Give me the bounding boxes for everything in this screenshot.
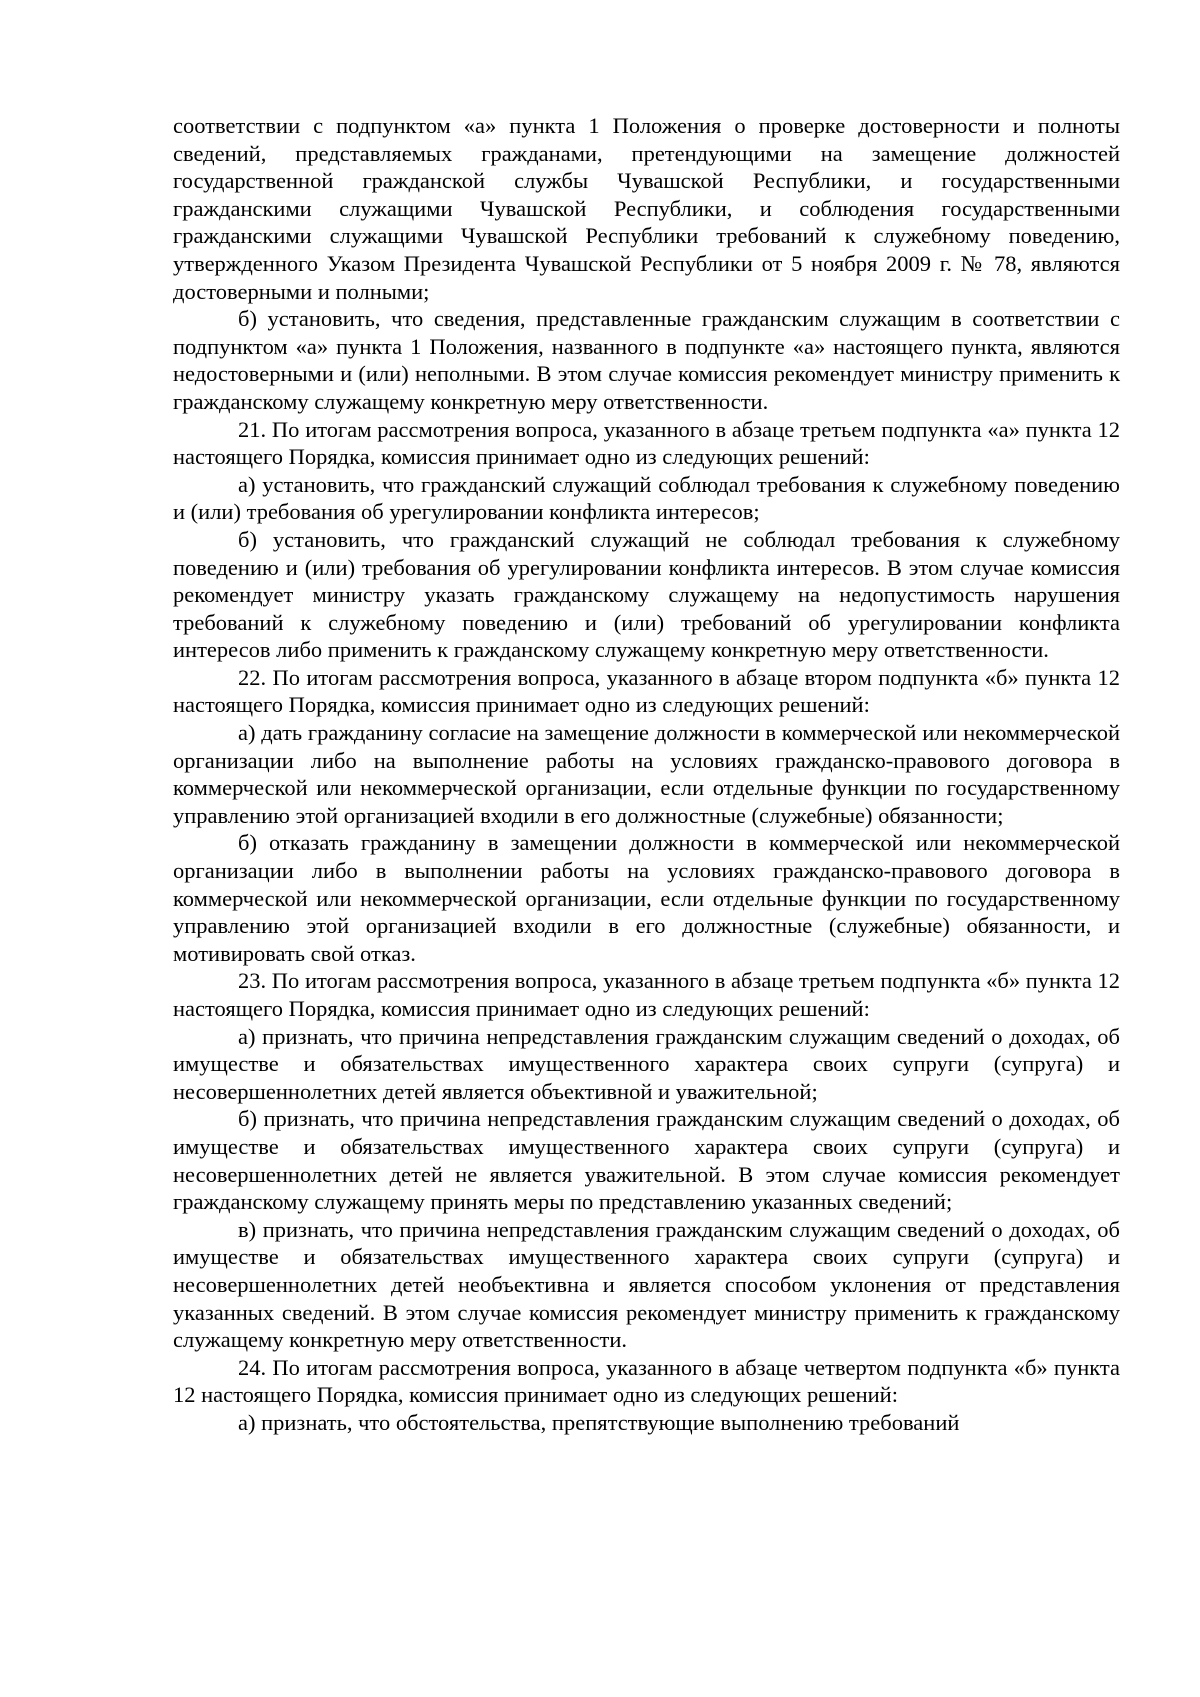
paragraph-20b: б) установить, что сведения, представленные гражданским служащим в соответствии с подпунктом «а» пункта 1 Положения, названного в подпункте «а» настоящего пункта, являются недостоверными и (или) неполными. В этом случае комиссия рекомендует министру применить к гражданскому служащему конкретную меру ответственности. [173, 306, 1120, 414]
paragraph-22: 22. По итогам рассмотрения вопроса, указанного в абзаце втором подпункта «б» пункта 12 настоящего Порядка, комиссия принимает одно из следующих решений: [173, 664, 1120, 718]
paragraph-continuation: соответствии с подпунктом «а» пункта 1 Положения о проверке достоверности и полноты сведений, представляемых гражданами, претендующими на замещение должностей государственной гражданской службы Чувашской Республики, и государственными гражданскими служащими Чувашской Республики, и соблюдения государственными гражданскими служащими Чувашской Республики требований к служебному поведению, утвержденного Указом Президента Чувашской Республики от 5 ноября 2009 г. № 78, являются достоверными и полными; [173, 113, 1120, 304]
document-body [173, 112, 1120, 1437]
paragraph-22a: а) дать гражданину согласие на замещение должности в коммерческой или некоммерческой организации либо на выполнение работы на условиях гражданско-правового договора в коммерческой или некоммерческой организации, если отдельные функции по государственному управлению этой организацией входили в его должностные (служебные) обязанности; [173, 720, 1120, 828]
paragraph-21a: а) установить, что гражданский служащий соблюдал требования к служебному поведению и (или) требования об урегулировании конфликта интересов; [173, 471, 1120, 525]
paragraph-23: 23. По итогам рассмотрения вопроса, указанного в абзаце третьем подпункта «б» пункта 12 настоящего Порядка, комиссия принимает одно из следующих решений: [173, 968, 1120, 1021]
paragraph-22b: б) отказать гражданину в замещении должности в коммерческой или некоммерческой организации либо в выполнении работы на условиях гражданско-правового договора в коммерческой или некоммерческой организации, если отдельные функции по государственному управлению этой организацией входили в его должностные (служебные) обязанности, и мотивировать свой отказ. [173, 830, 1120, 966]
paragraph-23a: а) признать, что причина непредставления гражданским служащим сведений о доходах, об имуществе и обязательствах имущественного характера своих супруги (супруга) и несовершеннолетних детей является объективной и уважительной; [173, 1023, 1120, 1104]
paragraph-23b: б) признать, что причина непредставления гражданским служащим сведений о доходах, об имуществе и обязательствах имущественного характера своих супруги (супруга) и несовершеннолетних детей не является уважительной. В этом случае комиссия рекомендует гражданскому служащему принять меры по представлению указанных сведений; [173, 1106, 1120, 1215]
paragraph-24a: а) признать, что обстоятельства, препятствующие выполнению требований [238, 1409, 960, 1435]
paragraph-24: 24. По итогам рассмотрения вопроса, указанного в абзаце четвертом подпункта «б» пункта 12 настоящего Порядка, комиссия принимает одно из следующих решений: [173, 1354, 1120, 1408]
paragraph-21: 21. По итогам рассмотрения вопроса, указанного в абзаце третьем подпункта «а» пункта 12 настоящего Порядка, комиссия принимает одно из следующих решений: [173, 416, 1120, 470]
paragraph-21b: б) установить, что гражданский служащий не соблюдал требования к служебному поведению и (или) требования об урегулировании конфликта интересов. В этом случае комиссия рекомендует министру указать гражданскому служащему на недопустимость нарушения требований к служебному поведению и (или) требований об урегулировании конфликта интересов либо применить к гражданскому служащему конкретную меру ответственности. [173, 526, 1120, 663]
paragraph-23c: в) признать, что причина непредставления гражданским служащим сведений о доходах, об имуществе и обязательствах имущественного характера своих супруги (супруга) и несовершеннолетних детей необъективна и является способом уклонения от представления указанных сведений. В этом случае комиссия рекомендует министру применить к гражданскому служащему конкретную меру ответственности. [173, 1216, 1120, 1353]
